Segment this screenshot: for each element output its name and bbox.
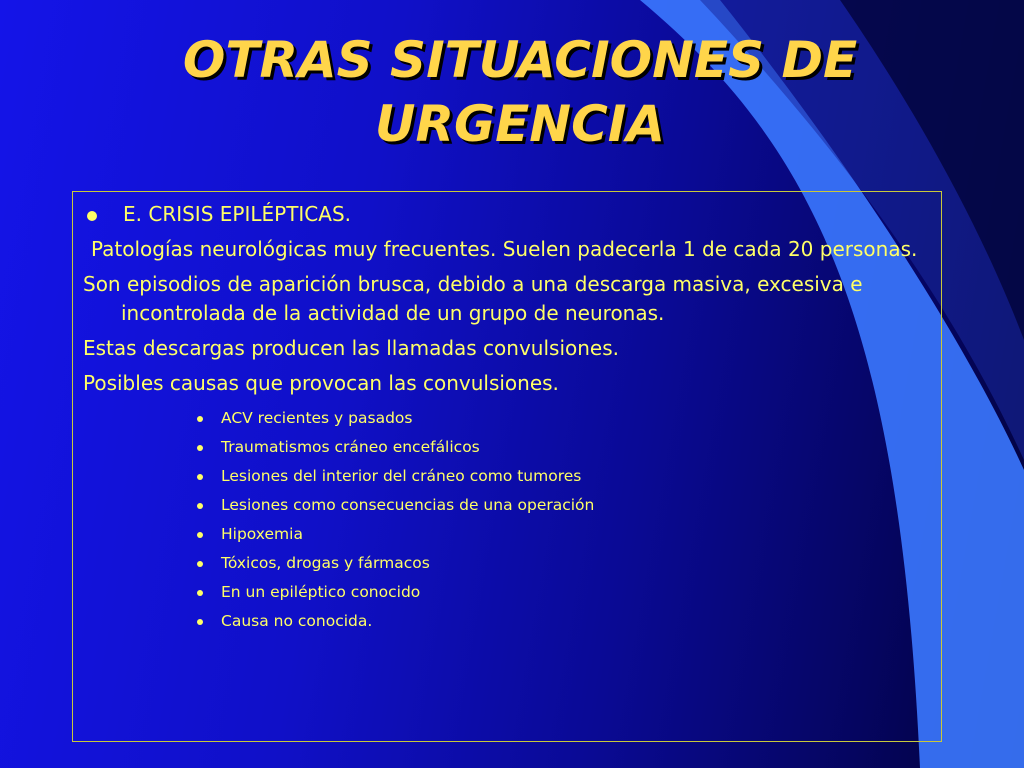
paragraph-definition: Son episodios de aparición brusca, debido a una descarga masiva, excesiva e incontrolada de la actividad de un grupo de neuronas. bbox=[83, 272, 863, 325]
bullet-icon bbox=[197, 590, 203, 596]
list-item-text: En un epiléptico conocido bbox=[221, 583, 421, 601]
content-body bbox=[73, 192, 943, 636]
bullet-icon bbox=[197, 416, 203, 422]
section-heading bbox=[83, 200, 929, 229]
list-item bbox=[193, 462, 929, 491]
list-item-text: Causa no conocida. bbox=[221, 612, 373, 630]
list-item bbox=[193, 433, 929, 462]
paragraph-frequency: Patologías neurológicas muy frecuentes. Suelen padecerla 1 de cada 20 personas. bbox=[91, 237, 918, 261]
bullet-icon bbox=[197, 445, 203, 451]
list-item-text: Traumatismos cráneo encefálicos bbox=[221, 438, 480, 456]
list-item bbox=[193, 520, 929, 549]
bullet-icon bbox=[197, 532, 203, 538]
list-item-text: Lesiones como consecuencias de una operación bbox=[221, 496, 595, 514]
bullet-icon bbox=[87, 211, 97, 221]
list-item bbox=[193, 607, 929, 636]
list-item bbox=[193, 404, 929, 433]
list-item bbox=[193, 491, 929, 520]
section-heading-text: E. CRISIS EPILÉPTICAS. bbox=[123, 202, 352, 226]
bullet-icon bbox=[197, 503, 203, 509]
paragraph-causes-intro: Posibles causas que provocan las convulsiones. bbox=[83, 371, 559, 395]
list-item bbox=[193, 578, 929, 607]
list-item-text: Lesiones del interior del cráneo como tumores bbox=[221, 467, 582, 485]
bullet-icon bbox=[197, 561, 203, 567]
list-item-text: Hipoxemia bbox=[221, 525, 303, 543]
list-item bbox=[193, 549, 929, 578]
bullet-icon bbox=[197, 474, 203, 480]
paragraph-convulsions: Estas descargas producen las llamadas convulsiones. bbox=[83, 336, 619, 360]
list-item-text: Tóxicos, drogas y fármacos bbox=[221, 554, 430, 572]
causes-list bbox=[83, 404, 929, 636]
list-item-text: ACV recientes y pasados bbox=[221, 409, 413, 427]
content-box bbox=[72, 191, 942, 742]
bullet-icon bbox=[197, 619, 203, 625]
slide-title: OTRAS SITUACIONES DE URGENCIA bbox=[182, 31, 858, 153]
